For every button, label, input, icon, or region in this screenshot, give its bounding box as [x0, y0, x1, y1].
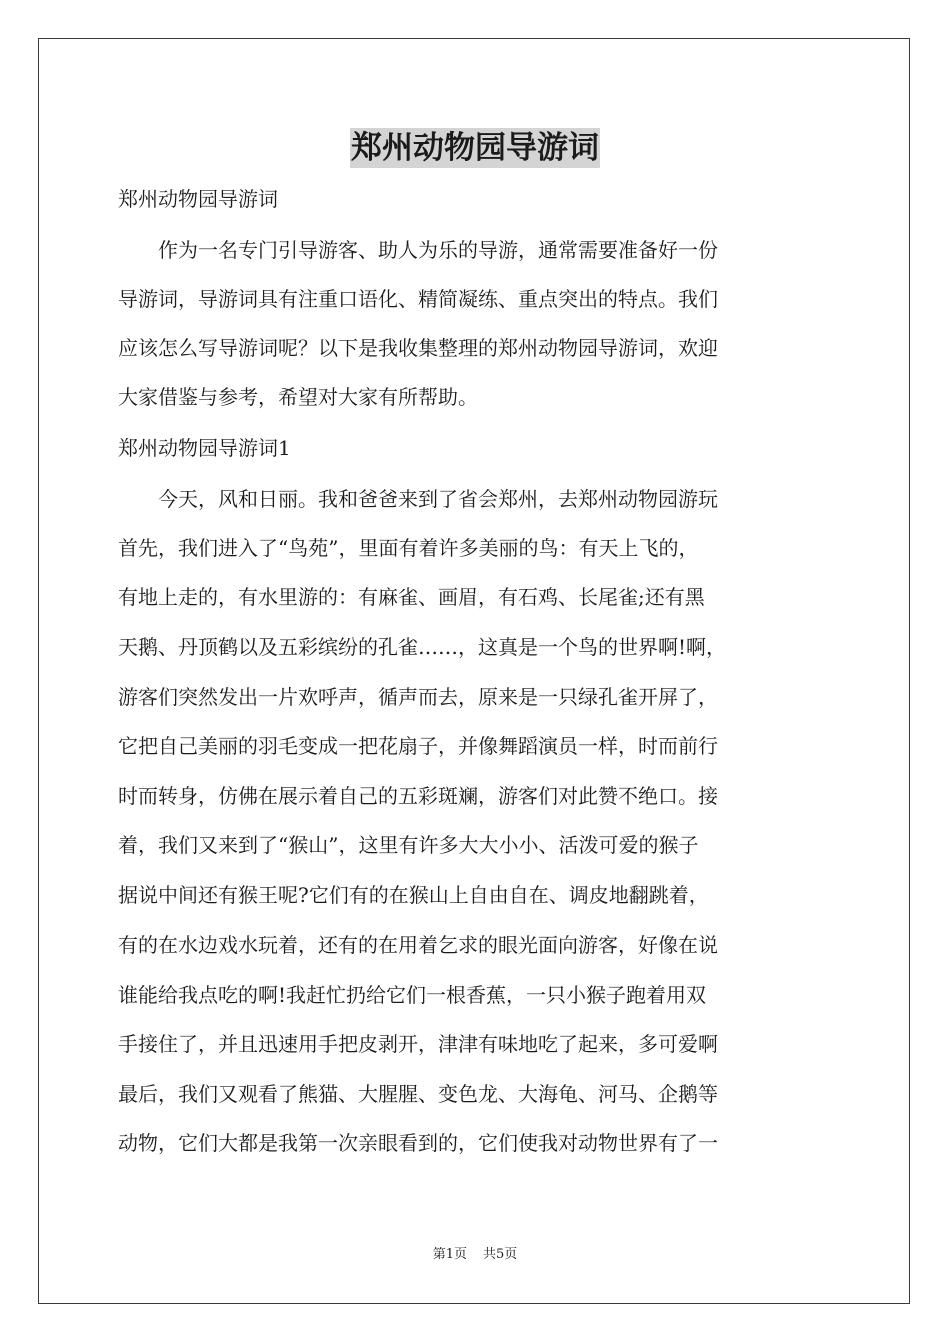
- page-number: 第1页: [432, 1247, 467, 1262]
- text-line: 它把自己美丽的羽毛变成一把花扇子，并像舞蹈演员一样，时而前行: [118, 734, 718, 758]
- text-line: 作为一名专门引导游客、助人为乐的导游，通常需要准备好一份: [118, 238, 718, 262]
- text-line: 游客们突然发出一片欢呼声，循声而去，原来是一只绿孔雀开屏了，: [118, 685, 718, 709]
- text-line: 有的在水边戏水玩着，还有的在用着乞求的眼光面向游客，好像在说: [118, 933, 718, 957]
- text-line: 郑州动物园导游词1: [118, 436, 291, 460]
- document-title: 郑州动物园导游词: [351, 130, 599, 166]
- text-line: 首先，我们进入了“鸟苑”，里面有着许多美丽的鸟：有天上飞的，: [118, 536, 699, 560]
- text-line: 天鹅、丹顶鹤以及五彩缤纷的孔雀……，这真是一个鸟的世界啊!啊，: [118, 635, 727, 659]
- page-border: [38, 38, 910, 1304]
- text-line: 手接住了，并且迅速用手把皮剥开，津津有味地吃了起来，多可爱啊: [118, 1032, 718, 1056]
- text-line: 大家借鉴与参考，希望对大家有所帮助。: [118, 385, 478, 409]
- text-line: 导游词，导游词具有注重口语化、精简凝练、重点突出的特点。我们: [118, 287, 718, 311]
- page-total: 共5页: [483, 1247, 518, 1262]
- text-line: 时而转身，仿佛在展示着自己的五彩斑斓，游客们对此赞不绝口。接: [118, 784, 718, 808]
- title-container: [0, 128, 950, 168]
- text-line: 着，我们又来到了“猴山”，这里有许多大大小小、活泼可爱的猴子: [118, 833, 699, 857]
- page-footer: [0, 1246, 950, 1264]
- text-line: 动物，它们大都是我第一次亲眼看到的，它们使我对动物世界有了一: [118, 1131, 718, 1155]
- text-line: 谁能给我点吃的啊!我赶忙扔给它们一根香蕉，一只小猴子跑着用双: [118, 983, 707, 1007]
- text-line: 应该怎么写导游词呢？以下是我收集整理的郑州动物园导游词，欢迎: [118, 336, 718, 360]
- text-line: 有地上走的，有水里游的：有麻雀、画眉，有石鸡、长尾雀;还有黑: [118, 585, 705, 609]
- text-line: 最后，我们又观看了熊猫、大腥腥、变色龙、大海龟、河马、企鹅等: [118, 1082, 718, 1106]
- text-line: 据说中间还有猴王呢?它们有的在猴山上自由自在、调皮地翻跳着，: [118, 883, 709, 907]
- text-line: 郑州动物园导游词: [118, 187, 278, 211]
- text-line: 今天，风和日丽。我和爸爸来到了省会郑州，去郑州动物园游玩: [118, 487, 718, 511]
